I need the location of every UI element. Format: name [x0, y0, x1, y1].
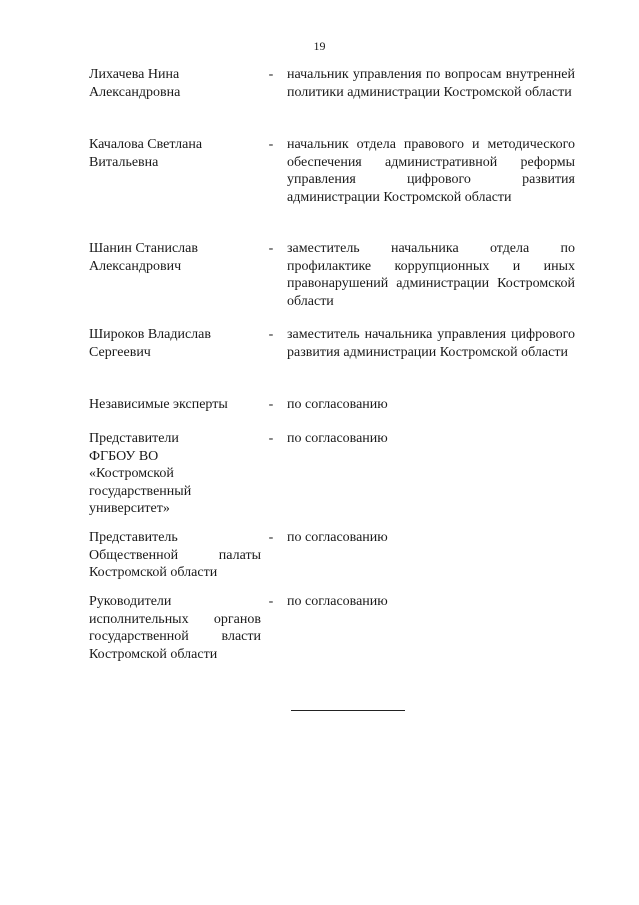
member-name: Независимые эксперты	[89, 397, 228, 412]
member-role: заместитель начальника отдела по профилактике коррупционных и иных правонарушений администрации Костромской области	[287, 241, 575, 309]
member-name: Представитель Общественной палаты Костромской области	[89, 530, 261, 580]
entry-dash: -	[268, 327, 274, 342]
entry-dash: -	[268, 397, 274, 412]
entry-dash: -	[268, 67, 274, 82]
member-role: начальник отдела правового и методического обеспечения административной реформы управления цифрового развития администрации Костромской области	[287, 137, 575, 205]
member-name: Широков Владислав Сергеевич	[89, 327, 211, 360]
member-name: Шанин Станислав Александрович	[89, 241, 198, 274]
member-name: Лихачева Нина Александровна	[89, 67, 181, 100]
member-name: Руководители исполнительных органов государственной власти Костромской области	[89, 594, 261, 662]
member-role: заместитель начальника управления цифрового развития администрации Костромской области	[287, 327, 575, 360]
member-role: по согласованию	[287, 530, 388, 545]
entry-dash: -	[268, 594, 274, 609]
member-role: по согласованию	[287, 594, 388, 609]
entry-dash: -	[268, 530, 274, 545]
entry-dash: -	[268, 431, 274, 446]
member-name: Представители ФГБОУ ВО «Костромской государственный университет»	[89, 431, 192, 516]
member-role: по согласованию	[287, 397, 388, 412]
page-number: 19	[313, 39, 326, 53]
member-role: начальник управления по вопросам внутренней политики администрации Костромской области	[287, 67, 575, 100]
entry-dash: -	[268, 137, 274, 152]
entry-dash: -	[268, 241, 274, 256]
member-name: Качалова Светлана Витальевна	[89, 137, 203, 170]
member-role: по согласованию	[287, 431, 388, 446]
closing-line	[291, 710, 405, 711]
